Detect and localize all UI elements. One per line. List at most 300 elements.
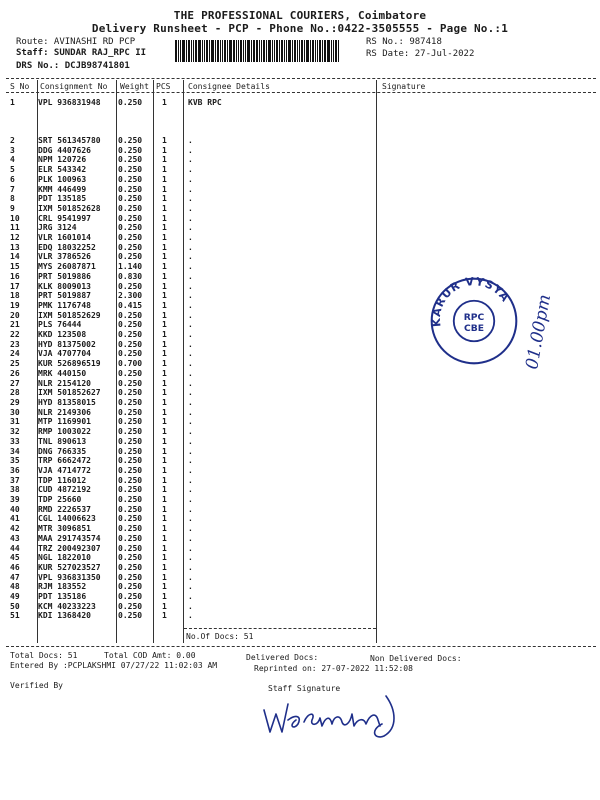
row-sno: 28 (10, 388, 20, 398)
row-details: . (188, 465, 193, 475)
row-details: . (188, 184, 193, 194)
row-pcs: 1 (162, 485, 167, 495)
row-sno: 34 (10, 446, 20, 456)
row-weight: 0.250 (118, 136, 143, 145)
row-weight: 0.250 (118, 417, 143, 427)
table-row (10, 223, 338, 233)
row-consignment: VLR 3786526 (38, 252, 91, 262)
row-sno: 22 (10, 330, 20, 340)
row-pcs: 1 (162, 572, 167, 582)
row-pcs: 1 (162, 310, 167, 320)
row-details: . (188, 572, 193, 582)
row-pcs: 1 (162, 446, 167, 456)
barcode-bar (333, 40, 334, 62)
row-sno: 12 (10, 233, 20, 243)
row-weight: 0.250 (118, 456, 143, 466)
row-pcs: 1 (162, 271, 167, 281)
row-sno: 6 (10, 174, 15, 184)
row-details: . (188, 300, 193, 310)
table-row (10, 602, 338, 612)
row-sno: 38 (10, 485, 20, 495)
row-weight: 0.830 (118, 271, 143, 281)
barcode-bar (182, 40, 185, 62)
row-pcs: 1 (162, 281, 167, 291)
row-details: . (188, 524, 193, 534)
non-delivered-docs: Non Delivered Docs: (370, 654, 462, 663)
row-weight: 0.250 (118, 524, 143, 534)
row-weight: 0.250 (118, 611, 143, 621)
row-details: . (188, 339, 193, 349)
barcode-bar (272, 40, 273, 62)
row-pcs: 1 (162, 514, 167, 524)
row-consignment: KLK 8009013 (38, 281, 91, 291)
row-consignment: DDG 4407626 (38, 145, 91, 155)
row-consignment: KMM 446499 (38, 184, 87, 194)
row-pcs: 1 (162, 155, 167, 165)
row-sno: 26 (10, 368, 20, 378)
barcode-bar (251, 40, 252, 62)
barcode-bar (312, 40, 314, 62)
barcode-bar (211, 40, 214, 62)
col-weight: Weight (120, 82, 149, 91)
row-weight: 0.250 (118, 427, 143, 437)
table-row (10, 291, 338, 301)
reprinted-on: Reprinted on: 27-07-2022 11:52:08 (254, 664, 413, 673)
row-sno: 24 (10, 349, 20, 359)
row-weight: 0.250 (118, 533, 143, 543)
row-pcs: 1 (162, 504, 167, 514)
barcode-bar (301, 40, 303, 62)
row-pcs: 1 (162, 427, 167, 437)
table-row (10, 340, 338, 350)
row-consignment: MRK 440150 (38, 368, 87, 378)
table-row (10, 417, 338, 427)
row-consignment: CRL 9541997 (38, 213, 91, 223)
row-weight: 0.250 (118, 495, 143, 505)
barcode-bar (284, 40, 285, 62)
barcode-bar (335, 40, 337, 62)
row-consignment: TRP 6662472 (38, 456, 91, 466)
company-title: THE PROFESSIONAL COURIERS, Coimbatore (173, 9, 427, 22)
row-pcs: 1 (162, 291, 167, 301)
row-consignment: RJM 183552 (38, 582, 87, 592)
row-consignment: MYS 26087871 (38, 262, 96, 272)
table-row (10, 573, 338, 583)
row-sno: 43 (10, 533, 20, 543)
row-details: . (188, 475, 193, 485)
row-sno: 46 (10, 562, 20, 572)
row-consignment: IXM 501852628 (38, 203, 101, 213)
row-details: . (188, 397, 193, 407)
row-sno: 47 (10, 572, 20, 582)
total-docs: Total Docs: 51 (10, 651, 78, 660)
row-pcs: 1 (162, 533, 167, 543)
row-consignment: MTR 3096851 (38, 524, 91, 534)
row-pcs: 1 (162, 184, 167, 194)
divider (6, 78, 596, 79)
rs-date: RS Date: 27-Jul-2022 (366, 49, 475, 59)
row-details: . (188, 233, 193, 243)
row-details: . (188, 291, 193, 301)
row-details: . (188, 582, 193, 592)
barcode-bar (259, 40, 260, 62)
row-details: . (188, 562, 193, 572)
barcode-bar (247, 40, 250, 62)
row-sno: 50 (10, 601, 20, 611)
table-row (10, 408, 338, 418)
barcode-bar (206, 40, 208, 62)
row-sno: 39 (10, 495, 20, 505)
barcode-bar (198, 40, 201, 62)
row-details: . (188, 330, 193, 340)
table-row (10, 175, 338, 185)
row-pcs: 1 (162, 349, 167, 359)
row-weight: 0.250 (118, 514, 143, 524)
staff-signature-label: Staff Signature (268, 684, 341, 693)
row-sno: 8 (10, 194, 15, 204)
barcode-bar (204, 40, 205, 62)
row-details: . (188, 514, 193, 524)
barcode-bar (222, 40, 223, 62)
barcode-bar (294, 40, 296, 62)
table-row (10, 466, 338, 476)
row-consignment: TDP 116012 (38, 475, 87, 485)
col-details: Consignee Details (188, 82, 270, 91)
barcode-bar (276, 40, 278, 62)
barcode-bar (238, 40, 239, 62)
barcode-bar (220, 40, 221, 62)
table-row (10, 330, 338, 340)
row-consignment: CGL 14006623 (38, 514, 96, 524)
table-row (10, 495, 338, 505)
barcode-bar (191, 40, 192, 62)
barcode-bar (327, 40, 330, 62)
table-row (10, 592, 338, 602)
row-pcs: 1 (162, 359, 167, 369)
row-pcs: 1 (162, 320, 167, 330)
consignment-table (10, 136, 338, 621)
col-signature: Signature (382, 82, 426, 91)
row-sno: 30 (10, 407, 20, 417)
row-weight: 0.250 (118, 601, 143, 611)
row-details: . (188, 592, 193, 602)
row-pcs: 1 (162, 194, 167, 204)
row-weight: 0.250 (118, 592, 143, 602)
barcode-bar (209, 40, 210, 62)
row-sno: 42 (10, 524, 20, 534)
col-consignment: Consignment No (40, 82, 108, 91)
barcode-bar (263, 40, 265, 62)
row-pcs: 1 (162, 456, 167, 466)
row-weight: 0.250 (118, 543, 143, 553)
row-sno: 23 (10, 339, 20, 349)
row-sno: 2 (10, 136, 15, 145)
table-row (10, 98, 338, 108)
row-details: . (188, 252, 193, 262)
row-sno: 45 (10, 553, 20, 563)
row-details: . (188, 388, 193, 398)
row-pcs: 1 (162, 165, 167, 175)
row-sno: 17 (10, 281, 20, 291)
row-weight: 2.300 (118, 291, 143, 301)
barcode-bar (268, 40, 271, 62)
barcode-bar (245, 40, 246, 62)
row-weight: 0.250 (118, 446, 143, 456)
row-consignment: KDI 1368420 (38, 611, 91, 621)
table-row (10, 136, 338, 146)
row-weight: 0.250 (118, 184, 143, 194)
row-consignment: PRT 5019887 (38, 291, 91, 301)
verified-by: Verified By (10, 681, 63, 690)
table-row (10, 214, 338, 224)
row-details: . (188, 368, 193, 378)
row-weight: 0.250 (118, 281, 143, 291)
table-row (10, 611, 338, 621)
table-row (10, 456, 338, 466)
stamp-center-bottom: CBE (463, 323, 485, 335)
row-sno: 49 (10, 592, 20, 602)
row-details: . (188, 165, 193, 175)
row-consignment: KUR 527023527 (38, 562, 101, 572)
table-row (10, 243, 338, 253)
row-sno: 40 (10, 504, 20, 514)
table-row (10, 534, 338, 544)
barcode-bar (224, 40, 226, 62)
row-details: . (188, 271, 193, 281)
row-consignment: PDT 135185 (38, 194, 87, 204)
row-weight: 0.250 (118, 378, 143, 388)
row-weight: 0.250 (118, 174, 143, 184)
row-sno: 25 (10, 359, 20, 369)
row-weight: 0.250 (118, 165, 143, 175)
row-pcs: 1 (162, 378, 167, 388)
row-consignment: IXM 501852627 (38, 388, 101, 398)
row-weight: 0.250 (118, 98, 143, 107)
row-sno: 13 (10, 242, 20, 252)
table-row (10, 427, 338, 437)
row-consignment: KCM 40233223 (38, 601, 96, 611)
row-sno: 3 (10, 145, 15, 155)
table-row (10, 233, 338, 243)
table-row (10, 282, 338, 292)
row-consignment: NLR 2154120 (38, 378, 91, 388)
row-consignment: IXM 501852629 (38, 310, 101, 320)
row-consignment: RMP 1003022 (38, 427, 91, 437)
row-pcs: 1 (162, 300, 167, 310)
runsheet-subtitle: Delivery Runsheet - PCP - Phone No.:0422-3505555 - Page No.:1 (91, 22, 509, 35)
row-details: . (188, 533, 193, 543)
row-pcs: 1 (162, 407, 167, 417)
barcode-bar (281, 40, 283, 62)
barcode-bar (175, 40, 177, 62)
row-details: . (188, 553, 193, 563)
row-weight: 0.250 (118, 407, 143, 417)
row-details: . (188, 427, 193, 437)
row-pcs: 1 (162, 98, 167, 107)
row-pcs: 1 (162, 397, 167, 407)
table-row (10, 155, 338, 165)
row-details: . (188, 349, 193, 359)
row-consignment: MTP 1169901 (38, 417, 91, 427)
barcode-bar (229, 40, 232, 62)
row-sno: 10 (10, 213, 20, 223)
table-row (10, 146, 338, 156)
row-pcs: 1 (162, 553, 167, 563)
row-sno: 20 (10, 310, 20, 320)
barcode-bar (306, 40, 309, 62)
row-weight: 0.250 (118, 213, 143, 223)
barcode-bar (299, 40, 300, 62)
col-pcs: PCS (156, 82, 171, 91)
table-row (10, 544, 338, 554)
table-row (10, 301, 338, 311)
row-weight: 0.250 (118, 562, 143, 572)
row-weight: 0.250 (118, 320, 143, 330)
row-pcs: 1 (162, 611, 167, 621)
row-weight: 0.250 (118, 553, 143, 563)
row-weight: 0.250 (118, 242, 143, 252)
row-details: . (188, 310, 193, 320)
row-consignment: TDP 25660 (38, 495, 82, 505)
table-row (10, 262, 338, 272)
row-details: . (188, 145, 193, 155)
row-details: . (188, 485, 193, 495)
barcode-bar (195, 40, 197, 62)
table-row (10, 320, 338, 330)
drs-number: DRS No.: DCJB98741801 (16, 61, 130, 71)
row-details: . (188, 543, 193, 553)
row-sno: 51 (10, 611, 20, 621)
barcode-bar (186, 40, 187, 62)
row-weight: 0.250 (118, 397, 143, 407)
barcode-bar (178, 40, 179, 62)
barcode-bar (319, 40, 321, 62)
row-pcs: 1 (162, 562, 167, 572)
row-consignment: HYD 81358015 (38, 397, 96, 407)
no-of-docs: No.Of Docs: 51 (186, 632, 254, 641)
barcode-bar (304, 40, 305, 62)
first-row-table (10, 98, 338, 108)
row-sno: 37 (10, 475, 20, 485)
delivered-docs: Delivered Docs: (246, 653, 319, 662)
row-consignment: ELR 543342 (38, 165, 87, 175)
row-details: . (188, 417, 193, 427)
row-consignment: VPL 936831350 (38, 572, 101, 582)
barcode-bar (233, 40, 235, 62)
barcode-bar (288, 40, 291, 62)
stamp-center-top: RPC (463, 312, 485, 324)
row-pcs: 1 (162, 136, 167, 145)
row-pcs: 1 (162, 242, 167, 252)
row-weight: 0.250 (118, 388, 143, 398)
table-row (10, 165, 338, 175)
row-weight: 0.250 (118, 465, 143, 475)
barcode-bar (240, 40, 242, 62)
entered-by: Entered By :PCPLAKSHMI 07/27/22 11:02:03 AM (10, 661, 218, 670)
barcode-bar (215, 40, 216, 62)
row-consignment: KUR 526896519 (38, 359, 101, 369)
row-pcs: 1 (162, 223, 167, 233)
row-sno: 9 (10, 203, 15, 213)
col-sno: S No (10, 82, 30, 91)
row-details: . (188, 359, 193, 369)
barcode-bar (310, 40, 311, 62)
row-sno: 33 (10, 436, 20, 446)
row-weight: 0.700 (118, 359, 143, 369)
table-row (10, 349, 338, 359)
row-pcs: 1 (162, 582, 167, 592)
row-consignment: EDQ 18032252 (38, 242, 96, 252)
table-row (10, 369, 338, 379)
row-consignment: NPM 120726 (38, 155, 87, 165)
row-weight: 0.250 (118, 572, 143, 582)
row-sno: 1 (10, 98, 15, 107)
row-consignment: VLR 1601014 (38, 233, 91, 243)
barcode-bar (297, 40, 298, 62)
row-details: . (188, 378, 193, 388)
row-weight: 0.250 (118, 310, 143, 320)
barcode-bar (286, 40, 287, 62)
row-sno: 27 (10, 378, 20, 388)
row-details: . (188, 504, 193, 514)
row-consignment: SRT 561345780 (38, 136, 101, 145)
row-details: . (188, 601, 193, 611)
table-row (10, 388, 338, 398)
row-pcs: 1 (162, 465, 167, 475)
row-details: . (188, 436, 193, 446)
row-pcs: 1 (162, 233, 167, 243)
row-weight: 0.250 (118, 233, 143, 243)
barcode-bar (315, 40, 316, 62)
barcode-bar (261, 40, 262, 62)
row-pcs: 1 (162, 495, 167, 505)
row-weight: 0.250 (118, 349, 143, 359)
barcode-bar (236, 40, 237, 62)
staff-signature (258, 690, 418, 740)
row-weight: 0.250 (118, 194, 143, 204)
row-consignment: JRG 3124 (38, 223, 77, 233)
row-consignment: TRZ 200492307 (38, 543, 101, 553)
row-details: . (188, 495, 193, 505)
barcode-bar (292, 40, 293, 62)
row-consignment: VJA 4714772 (38, 465, 91, 475)
staff-label: Staff: SUNDAR RAJ_RPC II (16, 48, 147, 58)
row-details: . (188, 203, 193, 213)
barcode-bar (227, 40, 228, 62)
row-weight: 0.250 (118, 330, 143, 340)
table-row (10, 311, 338, 321)
row-details: . (188, 407, 193, 417)
row-sno: 35 (10, 456, 20, 466)
table-row (10, 505, 338, 515)
row-consignment: VPL 936831948 (38, 98, 101, 107)
table-row (10, 194, 338, 204)
row-weight: 0.250 (118, 582, 143, 592)
row-sno: 11 (10, 223, 20, 233)
table-row (10, 514, 338, 524)
row-details: . (188, 136, 193, 145)
barcode-bar (180, 40, 181, 62)
barcode-bar (338, 40, 339, 62)
row-weight: 0.250 (118, 155, 143, 165)
handwritten-time (515, 262, 563, 372)
row-sno: 7 (10, 184, 15, 194)
row-pcs: 1 (162, 262, 167, 272)
row-sno: 29 (10, 397, 20, 407)
barcode-bar (324, 40, 326, 62)
row-sno: 31 (10, 417, 20, 427)
row-weight: 1.140 (118, 262, 143, 272)
